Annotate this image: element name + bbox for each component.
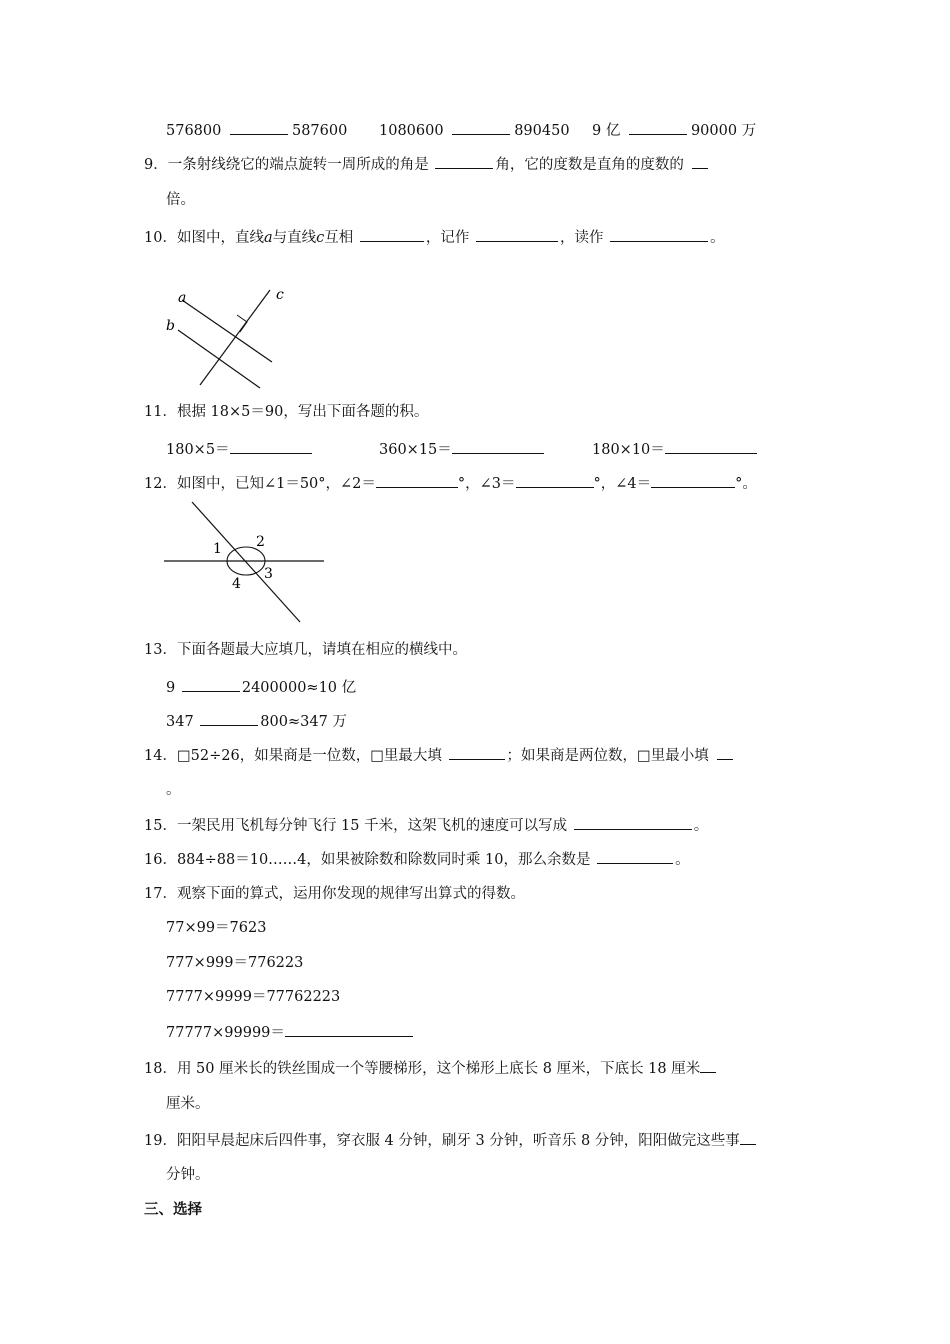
line-a [182,300,272,362]
q8-item1-left: 576800 [166,123,222,139]
q12-figure [160,498,330,626]
q18-text-a: 用 50 厘米长的铁丝围成一个等腰梯形，这个梯形上底长 8 厘米，下底长 18 厘米 [176,1061,701,1077]
q10-var-c: c [316,230,325,246]
question-17 [144,884,525,904]
q11-text: 根据 18×5＝90，写出下面各题的积。 [176,404,429,420]
q18-text-b: 厘米。 [166,1096,210,1112]
q10-var-a: a [263,230,273,246]
angle-label-1: 1 [213,541,222,557]
angle-label-4: 4 [232,576,241,592]
q10-blank-3[interactable] [610,226,708,242]
label-a: a [178,290,187,306]
question-18 [144,1057,716,1079]
q10-number: 10． [144,230,177,246]
question-14 [144,744,733,766]
q12-text-a: 如图中，已知∠1＝50°，∠2＝ [176,476,376,492]
q15-text-a: 一架民用飞机每分钟飞行 15 千米，这架飞机的速度可以写成 [176,818,568,834]
q11-blank-1[interactable] [230,438,312,454]
q10-figure [160,282,300,392]
q19-text-a: 阳阳早晨起床后四件事，穿衣服 4 分钟，刷牙 3 分钟，听音乐 8 分钟，阳阳做完这些事 [176,1133,740,1149]
label-b: b [166,318,175,334]
question-19 [144,1129,756,1151]
q9-text-a: 一条射线绕它的端点旋转一周所成的角是 [167,157,429,173]
q10-text-f: 。 [710,230,725,246]
angle-label-2: 2 [256,534,265,550]
q10-text-c: 互相 [324,230,354,246]
q17-line-4-text: 77777×99999＝ [166,1025,285,1041]
q11-item-3 [592,438,757,460]
q17-line-4 [166,1021,413,1043]
q14-text-c: 。 [166,782,181,798]
q18-number: 18． [144,1061,177,1077]
q8-item2-left: 1080600 [379,123,444,139]
q9-blank-2[interactable] [692,153,708,169]
q8-row-3 [592,119,756,141]
q12-number: 12． [144,476,177,492]
q16-blank[interactable] [597,848,673,864]
q9-text-c: 倍。 [166,192,195,208]
question-12 [144,472,757,494]
q13-blank-1[interactable] [182,676,240,692]
q16-text-b: 。 [675,852,690,868]
q8-blank-2[interactable] [452,119,510,135]
right-angle-mark [237,315,247,332]
q10-blank-2[interactable] [476,226,558,242]
q11-item-2 [379,438,544,460]
q16-number: 16． [144,852,177,868]
q12-blank-2[interactable] [516,472,594,488]
q13-line-1-b: 2400000≈10 亿 [241,680,357,696]
q18-blank[interactable] [700,1057,716,1073]
question-13 [144,640,467,660]
q9-blank-1[interactable] [435,153,493,169]
q17-number: 17． [144,886,177,902]
label-c: c [276,287,284,303]
q14-text-b: ；如果商是两位数，□里最小填 [506,748,709,764]
q11-item-3-text: 180×10＝ [592,442,665,458]
q8-item1-right: 587600 [291,123,348,139]
q11-number: 11． [144,404,177,420]
q8-item3-right: 90000 万 [690,123,757,139]
q11-item-1-text: 180×5＝ [166,442,230,458]
question-9 [144,153,708,175]
q13-number: 13． [144,642,177,658]
q9-number: 9． [144,157,168,173]
q10-text-d: ，记作 [425,230,470,246]
q16-text-a: 884÷88＝10……4，如果被除数和除数同时乘 10，那么余数是 [176,852,591,868]
q13-text: 下面各题最大应填几，请填在相应的横线中。 [176,642,467,658]
q17-blank[interactable] [285,1021,413,1037]
q17-line-2: 777×999＝776223 [166,955,304,971]
q15-text-b: 。 [693,818,709,834]
q12-text-b: °，∠3＝ [457,476,516,492]
q17-line-1: 77×99＝7623 [166,920,267,936]
q14-blank-2[interactable] [717,744,733,760]
q13-line-2 [166,710,347,732]
q15-blank[interactable] [574,814,692,830]
q10-text-b: 与直线 [272,230,317,246]
q8-row [166,119,347,141]
question-10 [144,226,725,248]
q8-row-2 [379,119,570,141]
q8-blank-3[interactable] [629,119,687,135]
q12-blank-3[interactable] [651,472,735,488]
question-16 [144,848,690,870]
q12-blank-1[interactable] [376,472,458,488]
q10-text-a: 如图中，直线 [176,230,264,246]
q10-blank-1[interactable] [360,226,424,242]
q19-number: 19． [144,1133,177,1149]
q11-blank-2[interactable] [452,438,544,454]
q17-line-3: 7777×9999＝77762223 [166,989,341,1005]
q13-line-2-a: 347 [166,714,194,730]
q11-blank-3[interactable] [665,438,757,454]
q9-text-b: 角，它的度数是直角的度数的 [495,157,684,173]
q14-number: 14． [144,748,177,764]
transversal-line [192,502,300,622]
q13-line-1 [166,676,356,698]
q19-blank[interactable] [740,1129,756,1145]
q15-number: 15． [144,818,177,834]
question-11 [144,402,428,422]
q14-blank-1[interactable] [449,744,505,760]
q12-text-c: °，∠4＝ [593,476,652,492]
q8-item3-left: 9 亿 [592,123,621,139]
q8-item2-right: 890450 [514,123,570,139]
q17-text: 观察下面的算式，运用你发现的规律写出算式的得数。 [176,886,525,902]
question-15 [144,814,708,836]
angle-label-3: 3 [264,566,273,582]
q12-text-d: °。 [735,476,757,492]
q13-line-1-a: 9 [166,680,176,696]
q13-blank-2[interactable] [200,710,258,726]
q10-text-e: ，读作 [559,230,604,246]
section-3-title: 三、选择 [144,1201,202,1218]
q14-text-a: □52÷26，如果商是一位数，□里最大填 [176,748,442,764]
q19-text-b: 分钟。 [166,1167,210,1183]
q8-blank-1[interactable] [230,119,288,135]
q11-item-2-text: 360×15＝ [379,442,452,458]
q11-item-1 [166,438,312,460]
q13-line-2-b: 800≈347 万 [260,714,347,730]
